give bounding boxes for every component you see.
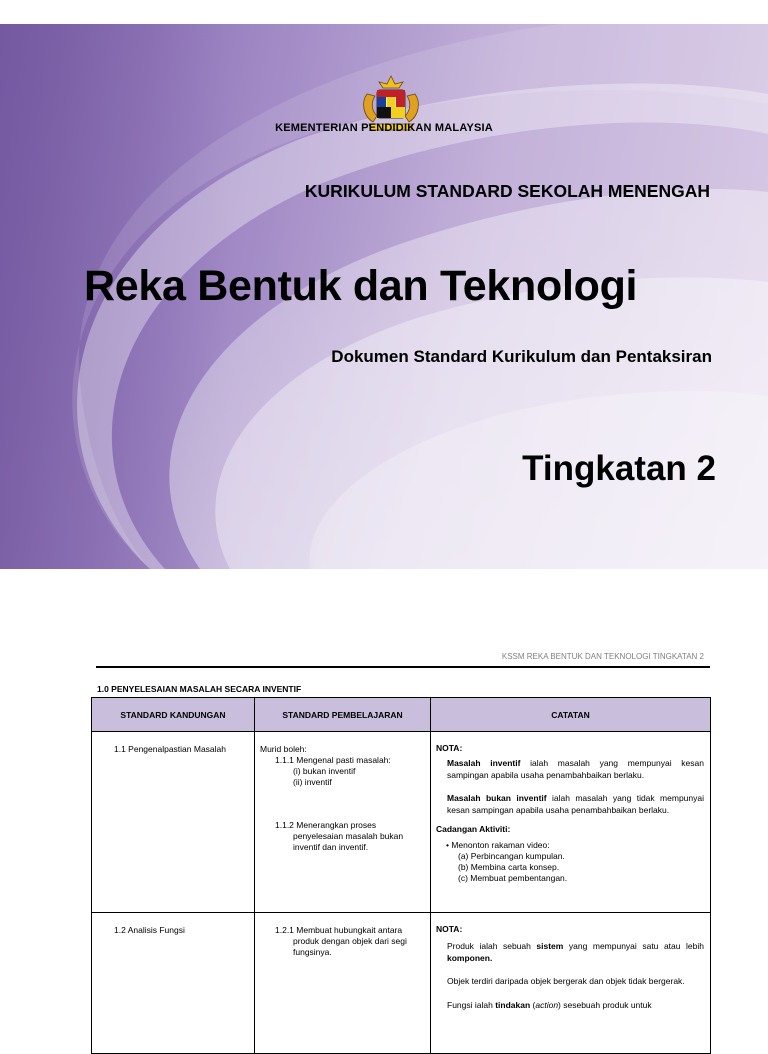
learning-outcome-cont: penyelesaian masalah bukan (293, 831, 404, 841)
notes-cell (431, 913, 711, 1054)
learning-outcome: 1.1.1 Mengenal pasti masalah: (275, 755, 391, 765)
note-paragraph: Masalah inventif ialah masalah yang mempunyai kesan sampingan apabila usaha penambahbaikan berlaku. (447, 758, 704, 780)
document-title: Dokumen Standard Kurikulum dan Pentaksiran (331, 347, 712, 366)
nota-heading: NOTA: (436, 743, 463, 753)
subject-title: Reka Bentuk dan Teknologi (84, 262, 638, 310)
header-rule (96, 666, 710, 668)
activity-item: (a) Perbincangan kumpulan. (458, 851, 565, 861)
learning-outcome-cont: produk dengan objek dari segi (293, 936, 407, 946)
nota-heading: NOTA: (436, 924, 463, 934)
curriculum-table (91, 697, 711, 1054)
cover-page (0, 24, 768, 569)
table-row (92, 913, 711, 1054)
learning-intro: Murid boleh: (260, 744, 307, 754)
activity-item: (c) Membuat pembentangan. (458, 873, 568, 883)
content-standard-cell (92, 732, 255, 913)
ministry-name: KEMENTERIAN PENDIDIKAN MALAYSIA (275, 122, 493, 134)
note-paragraph: Produk ialah sebuah sistem yang mempunyai satu atau lebih komponen. (447, 941, 704, 963)
content-standard: 1.2 Analisis Fungsi (114, 925, 185, 935)
running-head: KSSM REKA BENTUK DAN TEKNOLOGI TINGKATAN 2 (501, 652, 704, 661)
learning-outcome-item: (i) bukan inventif (293, 766, 356, 776)
learning-outcome-cont: fungsinya. (293, 947, 332, 957)
column-header: STANDARD KANDUNGAN (92, 698, 255, 732)
learning-outcome-cont: inventif dan inventif. (293, 842, 369, 852)
table-row (92, 732, 711, 913)
column-header: STANDARD PEMBELAJARAN (255, 698, 431, 732)
form-level: Tingkatan 2 (522, 449, 716, 488)
section-title: 1.0 PENYELESAIAN MASALAH SECARA INVENTIF (97, 684, 302, 694)
learning-standard-cell (255, 913, 431, 1054)
content-standard: 1.1 Pengenalpastian Masalah (114, 744, 226, 754)
learning-outcome: 1.2.1 Membuat hubungkait antara (275, 925, 403, 935)
learning-standard-cell (255, 732, 431, 913)
note-paragraph: Masalah bukan inventif ialah masalah yang tidak mempunyai kesan sampingan apabila usaha penambahbaikan berlaku. (447, 793, 704, 815)
activity-heading: Cadangan Aktiviti: (436, 824, 511, 834)
note-paragraph: Fungsi ialah tindakan (action) sesebuah produk untuk (447, 999, 652, 1010)
learning-outcome-item: (ii) inventif (293, 777, 332, 787)
table-header-row (92, 698, 711, 732)
note-paragraph: Objek terdiri daripada objek bergerak dan objek tidak bergerak. (447, 976, 685, 986)
activity-item: (b) Membina carta konsep. (458, 862, 560, 872)
content-standard-cell (92, 913, 255, 1054)
notes-cell (431, 732, 711, 913)
column-header: CATATAN (431, 698, 711, 732)
curriculum-name: KURIKULUM STANDARD SEKOLAH MENENGAH (304, 181, 710, 201)
activity-bullet: • Menonton rakaman video: (446, 840, 550, 850)
learning-outcome: 1.1.2 Menerangkan proses (275, 820, 377, 830)
